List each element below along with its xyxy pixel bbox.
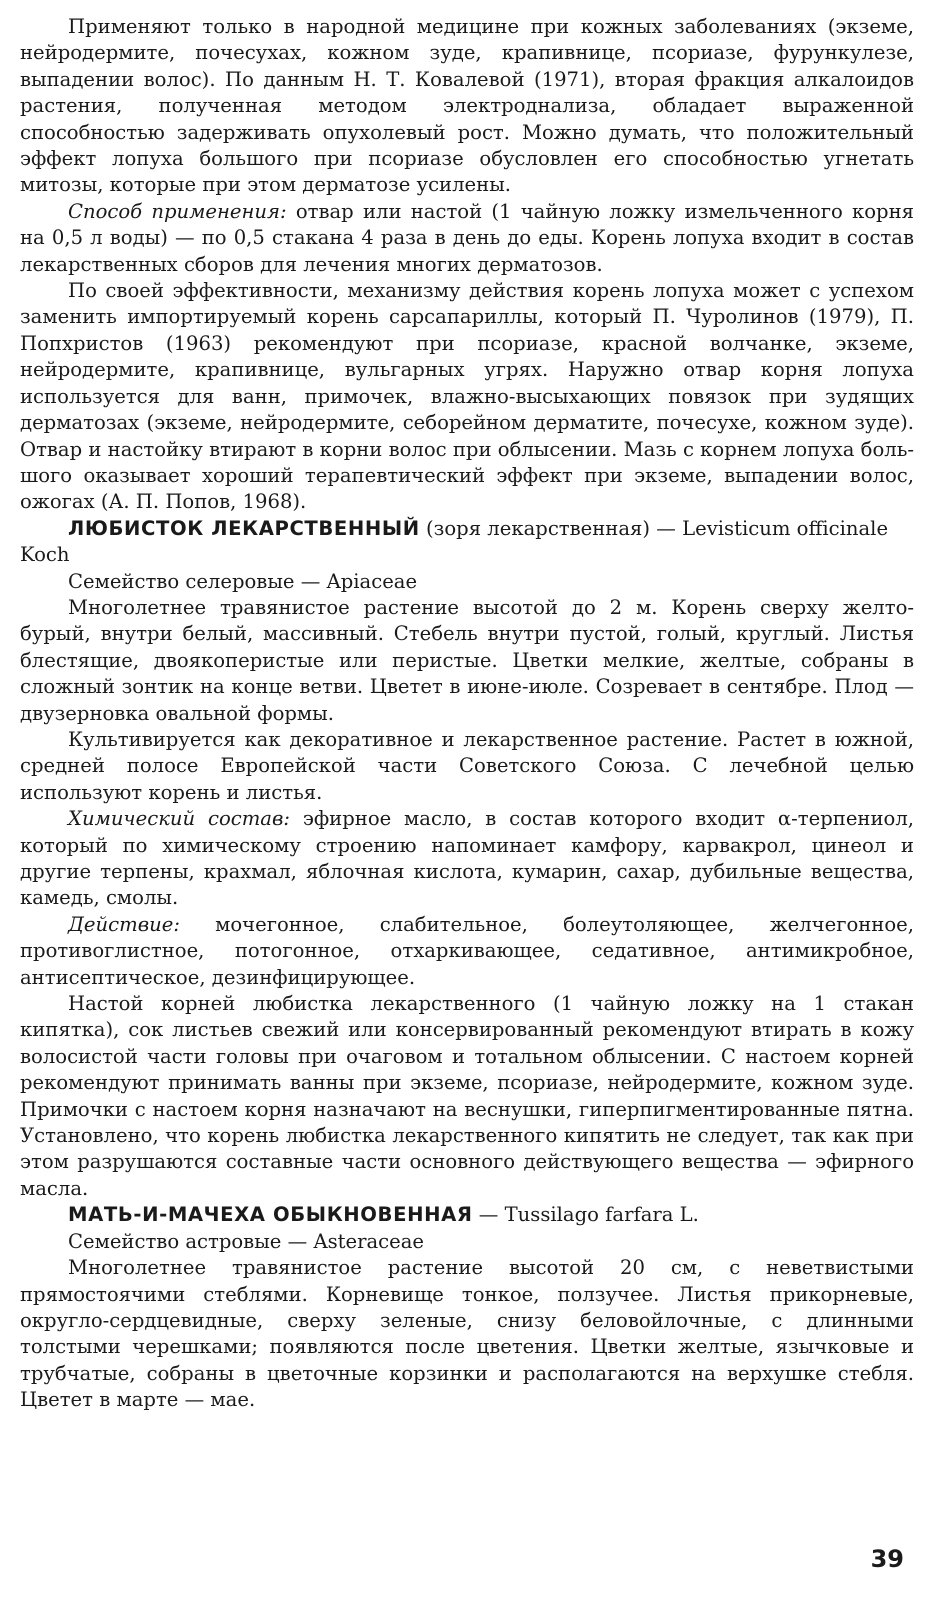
burdock-effectiveness-paragraph: По своей эффективности, механизму действия корень лопуха может с успехом заменить импортируемый корень сарсапариллы, который П. Чуролинов (1979), П. Попхристов (1963) рекомендуют при псориазе, красной волчанке, экземе, нейродермите, крапивнице, вульгарных угрях. Наружно отвар корня лопуха используется для ванн, примочек, влажно-высыхающих повязок при зудящих дерматозах (экземе, нейродермите, себорейном дерматите, почесухе, кожном зуде). Отвар и настойку втирают в корни волос при облысении. Мазь с корнем лопуха большого оказывает хороший терапевтический эффект при экземе, выпадении волос, ожогах (А. П. Попов, 1968).: [20, 279, 914, 514]
lovage-cultivation-paragraph: Культивируется как декоративное и лекарственное растение. Растет в южной, средней полосе Европейской части Советского Союза. С лечебной целью используют корень и листья.: [20, 727, 914, 804]
lovage-title: ЛЮБИСТОК ЛЕКАРСТВЕННЫЙ: [68, 516, 420, 540]
lovage-latin-name: (зоря лекарственная) — Levisticum officinale Koch: [20, 516, 889, 567]
coltsfoot-title: МАТЬ-И-МАЧЕХА ОБЫКНОВЕННАЯ: [68, 1203, 473, 1227]
burdock-usage-paragraph: [20, 199, 914, 278]
lovage-chemistry-paragraph: [20, 806, 914, 912]
action-text: мочегонное, слабительное, болеутоляющее, желчегонное, противоглистное, потогонное, отхаркивающее, седативное, антимикробное, антисептическое, дезинфицирующее.: [20, 912, 914, 989]
burdock-indications-paragraph: Применяют только в народной медицине при кожных заболеваниях (экземе, нейродермите, почесухах, кожном зуде, крапивнице, псориазе, фурункулезе, выпадении волос). По данным Н. Т. Ковалевой (1971), вторая фракция алкалоидов растения, полученная методом электроднализа, обладает выраженной способностью задерживать опухолевый рост. Можно думать, что положительный эффект лопуха большого при псориазе обусловлен его способностью угнетать митозы, которые при этом дерматозе усилены.: [20, 15, 914, 197]
action-label: Действие:: [68, 912, 180, 936]
lovage-description-paragraph: Многолетнее травянистое растение высотой до 2 м. Корень сверху желто-бурый, внутри белый, массивный. Стебель внутри пустой, голый, круглый. Листья блестящие, двоякоперистые или перистые. Цветки мелкие, желтые, собраны в сложный зонтик на конце ветви. Цветет в июне-июле. Созревает в сентябре. Плод — двузерновка овальной формы.: [20, 595, 914, 725]
coltsfoot-latin-name: — Tussilago farfara L.: [472, 1203, 699, 1227]
lovage-family: Семейство селеровые — Apiaceae: [68, 569, 418, 593]
lovage-action-paragraph: [20, 912, 914, 991]
page-number: 39: [870, 1545, 904, 1573]
coltsfoot-description-paragraph: Многолетнее травянистое растение высотой 20 см, с неветвистыми прямостоячими стеблями. Корневище тонкое, ползучее. Листья прикорневые, округло-сердцевидные, сверху зеленые, снизу беловойлочные, с длинными толстыми черешками; появляются после цветения. Цветки желтые, язычковые и трубчатые, собраны в цветочные корзинки и располагаются на верхушке стебля. Цветет в марте — мае.: [20, 1256, 914, 1412]
chemistry-label: Химический состав:: [68, 807, 290, 831]
coltsfoot-family: Семейство астровые — Asteraceae: [68, 1229, 425, 1253]
chemistry-text: эфирное масло, в состав которого входит α-терпениол, который по химическому строению напоминает камфору, карвакрол, цинеол и другие терпены, крахмал, яблочная кислота, кумарин, сахар, дубильные вещества, камедь, смолы.: [20, 807, 914, 910]
lovage-heading: [20, 516, 914, 569]
coltsfoot-heading: [20, 1202, 914, 1228]
usage-method-label: Способ применения:: [68, 199, 287, 223]
lovage-usage-paragraph: Настой корней любистка лекарственного (1 чайную ложку на 1 стакан кипятка), сок листьев свежий или консервированный рекомендуют втирать в кожу волосистой части головы при очаговом и тотальном облысении. С настоем корней рекомендуют принимать ванны при экземе, псориазе, нейродермите, кожном зуде. Примочки с настоем корня назначают на веснушки, гиперпигментированные пятна. Установлено, что корень любистка лекарственного кипятить не следует, так как при этом разрушаются составные части основного действующего вещества — эфирного масла.: [20, 992, 914, 1200]
usage-method-text: отвар или настой (1 чайную ложку измельченного корня на 0,5 л воды) — по 0,5 стакана 4 раза в день до еды. Корень лопуха входит в состав лекарственных сборов для лечения многих дерматозов.: [20, 199, 914, 276]
